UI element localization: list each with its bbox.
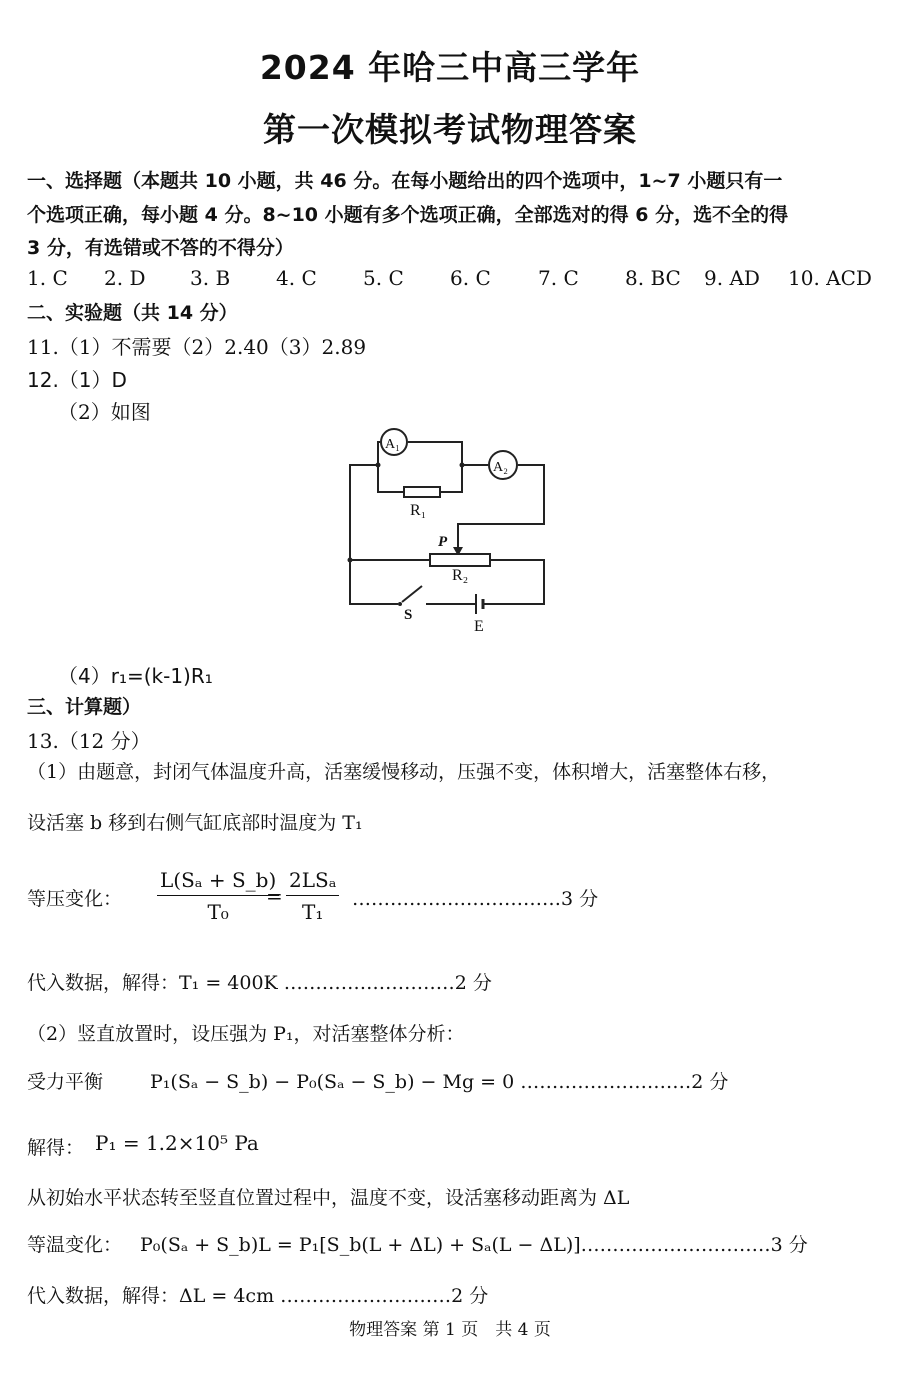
eq1-score: ……………………………3 分 [352, 888, 599, 910]
page-title-line1: 2024 年哈三中高三学年 [259, 48, 641, 87]
answer-9: 9. AD [704, 266, 760, 290]
q13-heading: 13.（12 分） [27, 729, 151, 753]
answer-4: 4. C [276, 266, 317, 290]
answer-8: 8. BC [625, 266, 681, 290]
q12-part1: 12.（1）D [27, 368, 127, 392]
eq1-fraction-left [157, 868, 279, 924]
eq1-numerator-left: L(Sₐ + S_b) [157, 868, 279, 896]
answer-5: 5. C [363, 266, 404, 290]
q13-part2-line1: （2）竖直放置时，设压强为 P₁，对活塞整体分析： [27, 1023, 465, 1045]
q13-part2-line2: 从初始水平状态转至竖直位置过程中，温度不变，设活塞移动距离为 ΔL [27, 1187, 630, 1209]
answer-3: 3. B [190, 266, 231, 290]
section1-heading-line3: 3 分，有选错或不答的不得分） [27, 237, 294, 259]
q12-part2: （2）如图 [58, 400, 151, 424]
page-footer: 物理答案 第 1 页 共 4 页 [349, 1320, 551, 1340]
q12-part4: （4）r₁=(k-1)R₁ [58, 664, 213, 688]
q13-part1-line2: 设活塞 b 移到右侧气缸底部时温度为 T₁ [27, 812, 363, 834]
slider-p-label: P [438, 534, 448, 550]
eq1-label: 等压变化： [27, 888, 123, 910]
section1-heading-line2: 个选项正确，每小题 4 分。8~10 小题有多个选项正确，全部选对的得 6 分，选不全的得 [27, 204, 789, 226]
answer-6: 6. C [450, 266, 491, 290]
eq2-body: P₁(Sₐ − S_b) − P₀(Sₐ − S_b) − Mg = 0 ………………………2 分 [150, 1071, 729, 1093]
resistor-r1-label: R₁ [410, 502, 427, 519]
section2-heading: 二、实验题（共 14 分） [27, 302, 238, 324]
page-title-line2: 第一次模拟考试物理答案 [263, 110, 637, 149]
eq1-equals: = [266, 884, 283, 908]
eq1-numerator-right: 2LSₐ [286, 868, 339, 896]
switch-s-label: S [404, 607, 413, 623]
solution-2-body: P₁ = 1.2×10⁵ Pa [95, 1131, 259, 1155]
q13-part1-line1: （1）由题意，封闭气体温度升高，活塞缓慢移动，压强不变，体积增大，活塞整体右移， [27, 761, 781, 783]
eq3-label: 等温变化： [27, 1234, 123, 1256]
resistor-r1-icon [404, 487, 440, 497]
rheostat-r2-icon [430, 554, 490, 566]
eq2-label: 受力平衡 [27, 1071, 104, 1093]
answer-1: 1. C [27, 266, 68, 290]
section3-heading: 三、计算题） [27, 696, 142, 718]
answer-2: 2. D [104, 266, 146, 290]
solution-2-label: 解得： [27, 1137, 85, 1159]
ammeter-a2-label: A₂ [493, 460, 508, 475]
answer-10: 10. ACD [788, 266, 872, 290]
eq1-denominator-right: T₁ [302, 900, 324, 924]
substitution-1: 代入数据，解得：T₁ = 400K ………………………2 分 [27, 972, 492, 994]
ammeter-a1-label: A₁ [385, 437, 400, 452]
q11-answer: 11.（1）不需要（2）2.40（3）2.89 [27, 335, 367, 359]
eq3-body: P₀(Sₐ + S_b)L = P₁[S_b(L + ΔL) + Sₐ(L − ΔL)]…………………………3 分 [140, 1234, 808, 1256]
eq1-denominator-left: T₀ [207, 900, 229, 924]
answer-7: 7. C [538, 266, 579, 290]
circuit-diagram [340, 422, 560, 637]
battery-e-label: E [474, 618, 484, 635]
section1-heading-line1: 一、选择题（本题共 10 小题，共 46 分。在每小题给出的四个选项中，1~7 小题只有一 [27, 170, 783, 192]
rheostat-r2-label: R₂ [452, 567, 469, 584]
eq1-fraction-right [286, 868, 339, 924]
substitution-2: 代入数据，解得：ΔL = 4cm ………………………2 分 [27, 1285, 489, 1307]
